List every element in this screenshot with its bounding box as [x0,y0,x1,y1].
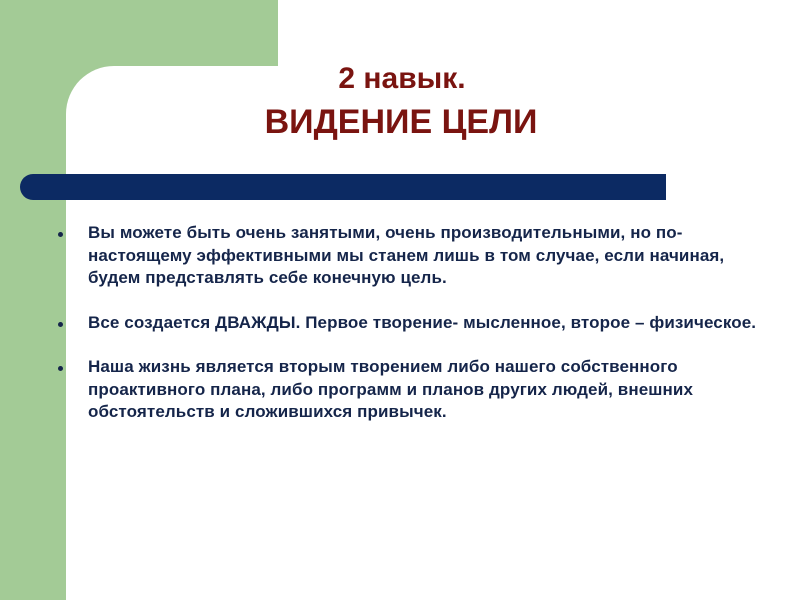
title-line-1: 2 навык. [338,62,466,95]
title-line-2: ВИДЕНИЕ ЦЕЛИ [264,103,538,141]
bullet-list [58,222,768,446]
title-divider-bar [20,174,666,200]
bullet-item [58,312,768,335]
bullet-item [58,356,768,424]
bullet-dot-icon [58,322,63,327]
bullet-text: Вы можете быть очень занятыми, очень производительными, но по-настоящему эффективными мы станем лишь в том случае, если начиная, будем представлять себе конечную цель. [88,223,725,287]
slide-title [0,58,800,144]
bullet-item [58,222,768,290]
bullet-text: Наша жизнь является вторым творением либо нашего собственного проактивного плана, либо программ и планов других людей, внешних обстоятельств и сложившихся привычек. [88,357,694,421]
bullet-dot-icon [58,232,63,237]
bullet-dot-icon [58,366,63,371]
bullet-text: Все создается ДВАЖДЫ. Первое творение- мысленное, второе – физическое. [88,312,757,332]
